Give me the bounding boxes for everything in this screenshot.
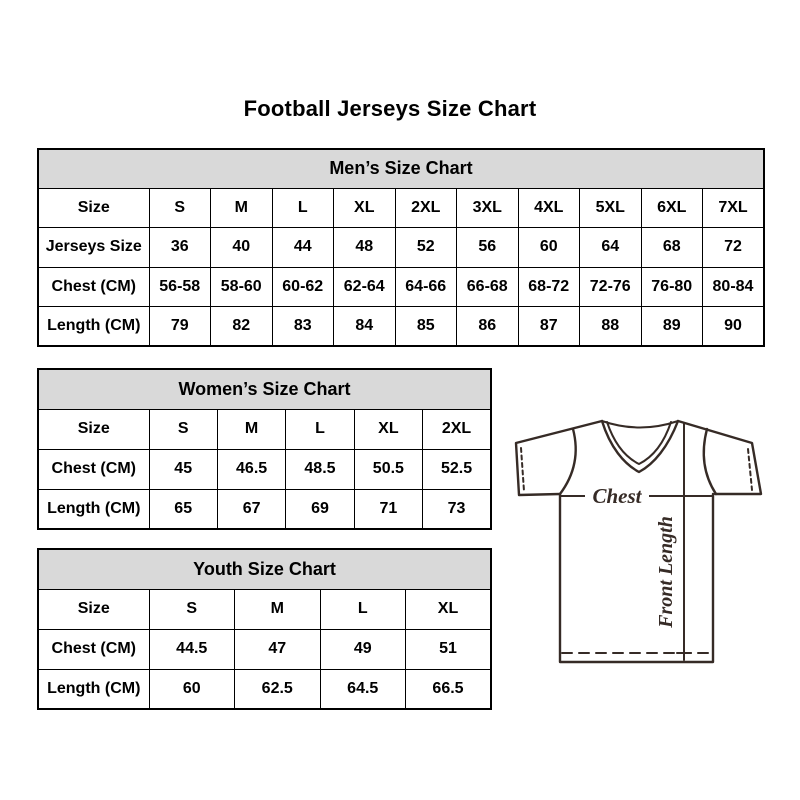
jersey-right-armhole xyxy=(704,429,716,494)
table-cell: 86 xyxy=(457,307,519,346)
mens-size-table xyxy=(37,148,765,347)
table-row xyxy=(38,669,491,709)
table-cell: 60 xyxy=(518,228,580,267)
row-label-cell: Chest (CM) xyxy=(38,629,149,669)
table-cell: 82 xyxy=(211,307,273,346)
table-cell: 50.5 xyxy=(354,449,422,489)
table-cell: 3XL xyxy=(457,188,519,227)
table-cell: 89 xyxy=(641,307,703,346)
jersey-measurement-diagram xyxy=(500,400,790,680)
table-cell: L xyxy=(286,409,354,449)
row-label-cell: Chest (CM) xyxy=(38,449,149,489)
table-cell: 84 xyxy=(334,307,396,346)
table-cell: 52 xyxy=(395,228,457,267)
row-label-cell: Length (CM) xyxy=(38,669,149,709)
table-cell: 73 xyxy=(423,489,491,529)
table-cell: 85 xyxy=(395,307,457,346)
table-cell: 56 xyxy=(457,228,519,267)
table-cell: S xyxy=(149,589,235,629)
table-cell: XL xyxy=(406,589,492,629)
table-cell: 36 xyxy=(149,228,211,267)
front-length-label: Front Length xyxy=(655,516,677,628)
table-cell: 47 xyxy=(235,629,321,669)
page-title: Football Jerseys Size Chart xyxy=(243,96,537,121)
table-cell: 60 xyxy=(149,669,235,709)
table-cell: 6XL xyxy=(641,188,703,227)
table-cell: XL xyxy=(354,409,422,449)
table-cell: 64-66 xyxy=(395,267,457,306)
table-cell: 64.5 xyxy=(320,669,406,709)
table-cell: 83 xyxy=(272,307,334,346)
row-label-cell: Size xyxy=(38,188,149,227)
table-cell: 87 xyxy=(518,307,580,346)
jersey-collar-back-arc xyxy=(602,421,678,428)
table-cell: 4XL xyxy=(518,188,580,227)
table-cell: 44 xyxy=(272,228,334,267)
table-row xyxy=(38,449,491,489)
table-cell: 66-68 xyxy=(457,267,519,306)
table-cell: L xyxy=(272,188,334,227)
table-cell: 90 xyxy=(703,307,765,346)
table-cell: 67 xyxy=(217,489,285,529)
table-cell: 79 xyxy=(149,307,211,346)
table-cell: 72 xyxy=(703,228,765,267)
jersey-left-cuff-dashed-line xyxy=(521,448,524,491)
jersey-diagram-svg xyxy=(500,400,790,680)
table-cell: 45 xyxy=(149,449,217,489)
table-cell: 46.5 xyxy=(217,449,285,489)
table-cell: 2XL xyxy=(395,188,457,227)
chest-label: Chest xyxy=(592,484,642,508)
table-cell: XL xyxy=(334,188,396,227)
table-cell: 56-58 xyxy=(149,267,211,306)
youth-size-table xyxy=(37,548,492,710)
table-row xyxy=(38,228,764,267)
table-cell: 76-80 xyxy=(641,267,703,306)
table-cell: 66.5 xyxy=(406,669,492,709)
row-label-cell: Size xyxy=(38,589,149,629)
table-cell: 62.5 xyxy=(235,669,321,709)
jersey-body-outline xyxy=(560,494,713,662)
table-cell: 7XL xyxy=(703,188,765,227)
table-cell: 48.5 xyxy=(286,449,354,489)
table-section-header: Youth Size Chart xyxy=(38,549,491,589)
table-row xyxy=(38,589,491,629)
table-section-header: Women’s Size Chart xyxy=(38,369,491,409)
table-cell: 62-64 xyxy=(334,267,396,306)
jersey-left-armhole xyxy=(560,429,576,494)
table-cell: 44.5 xyxy=(149,629,235,669)
table-row xyxy=(38,188,764,227)
table-cell: 48 xyxy=(334,228,396,267)
table-cell: 88 xyxy=(580,307,642,346)
table-cell: 58-60 xyxy=(211,267,273,306)
table-cell: M xyxy=(217,409,285,449)
table-section-header: Men’s Size Chart xyxy=(38,149,764,188)
row-label-cell: Length (CM) xyxy=(38,307,149,346)
table-cell: 72-76 xyxy=(580,267,642,306)
table-cell: S xyxy=(149,409,217,449)
table-cell: M xyxy=(235,589,321,629)
table-row xyxy=(38,629,491,669)
table-cell: 68 xyxy=(641,228,703,267)
table-cell: S xyxy=(149,188,211,227)
table-cell: 5XL xyxy=(580,188,642,227)
row-label-cell: Size xyxy=(38,409,149,449)
table-cell: 49 xyxy=(320,629,406,669)
row-label-cell: Jerseys Size xyxy=(38,228,149,267)
table-cell: L xyxy=(320,589,406,629)
table-cell: 69 xyxy=(286,489,354,529)
table-cell: 68-72 xyxy=(518,267,580,306)
table-cell: 60-62 xyxy=(272,267,334,306)
row-label-cell: Chest (CM) xyxy=(38,267,149,306)
table-cell: 2XL xyxy=(423,409,491,449)
table-row xyxy=(38,267,764,306)
table-cell: M xyxy=(211,188,273,227)
table-row xyxy=(38,489,491,529)
table-row xyxy=(38,409,491,449)
table-cell: 40 xyxy=(211,228,273,267)
womens-size-table xyxy=(37,368,492,530)
table-cell: 51 xyxy=(406,629,492,669)
table-cell: 80-84 xyxy=(703,267,765,306)
table-cell: 65 xyxy=(149,489,217,529)
table-cell: 52.5 xyxy=(423,449,491,489)
table-cell: 71 xyxy=(354,489,422,529)
table-row xyxy=(38,307,764,346)
jersey-right-cuff-dashed-line xyxy=(748,449,752,490)
table-cell: 64 xyxy=(580,228,642,267)
row-label-cell: Length (CM) xyxy=(38,489,149,529)
